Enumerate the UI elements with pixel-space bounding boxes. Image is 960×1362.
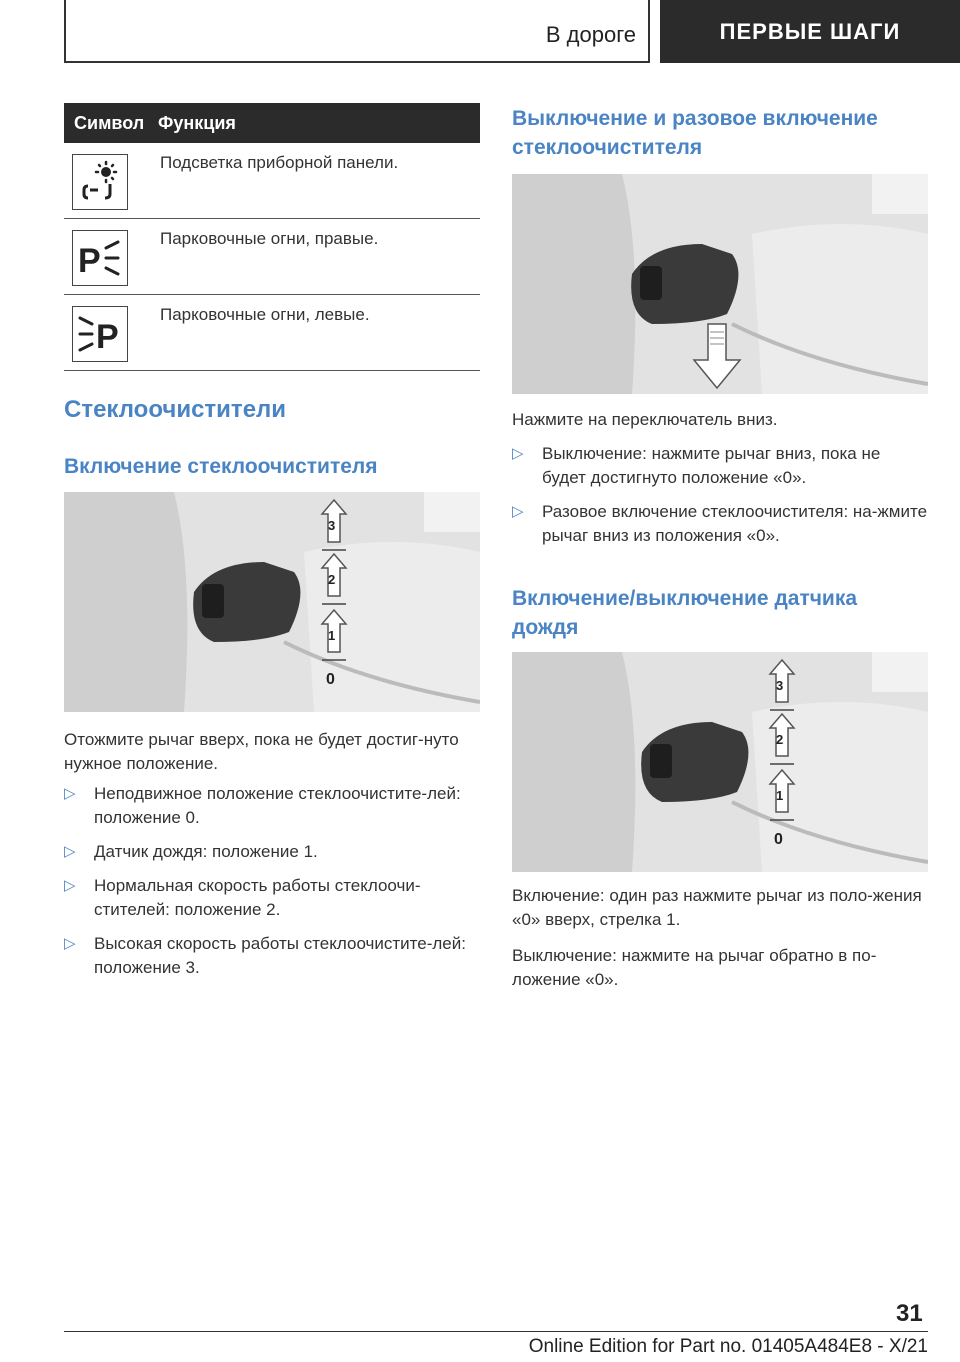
list-item xyxy=(64,932,480,980)
bullet-triangle-icon: ▷ xyxy=(64,935,76,952)
bullet-triangle-icon: ▷ xyxy=(64,843,76,860)
col-function: Функция xyxy=(158,112,236,133)
bullet-triangle-icon: ▷ xyxy=(64,877,76,894)
figure-label-0: 0 xyxy=(326,671,335,688)
bullet-triangle-icon: ▷ xyxy=(512,503,524,520)
header-section: В дороге xyxy=(545,22,636,47)
figure-label-1: 1 xyxy=(776,788,784,803)
col-symbol: Символ xyxy=(74,112,145,133)
rain-para-2: Выключение: нажмите на рычаг обратно в по-ложение «0». xyxy=(512,946,877,989)
subsection-title-rain: Включение/выключение датчика дождя xyxy=(512,587,858,639)
svg-text:P: P xyxy=(96,318,119,356)
rain-para-1: Включение: один раз нажмите рычаг из поло-жения «0» вверх, стрелка 1. xyxy=(512,886,922,929)
rain-sensor-figure xyxy=(512,652,928,872)
bullet-text: Разовое включение стеклоочистителя: на-жмите рычаг вниз из положения «0». xyxy=(542,502,928,545)
function-text: Парковочные огни, левые. xyxy=(160,305,370,324)
bullet-triangle-icon: ▷ xyxy=(512,445,524,462)
footer-divider xyxy=(64,1331,928,1332)
list-item xyxy=(512,442,928,490)
list-item xyxy=(64,840,480,864)
parking-lights-right-icon xyxy=(72,230,128,286)
svg-text:P: P xyxy=(78,242,101,280)
figure-label-2: 2 xyxy=(328,572,336,587)
parking-lights-left-icon xyxy=(72,306,128,362)
instrument-lighting-icon xyxy=(72,154,128,210)
symbol-table xyxy=(64,103,480,371)
wiper-lever-figure-up xyxy=(64,492,480,712)
bullet-text: Неподвижное положение стеклоочистите-лей: положение 0. xyxy=(94,784,461,827)
bullet-text: Выключение: нажмите рычаг вниз, пока не будет достигнуто положение «0». xyxy=(542,444,881,487)
bullet-text: Высокая скорость работы стеклоочистите-лей: положение 3. xyxy=(94,934,466,977)
figure-label-1: 1 xyxy=(328,628,336,643)
off-intro: Нажмите на переключатель вниз. xyxy=(512,410,778,429)
subsection-title-on: Включение стеклоочистителя xyxy=(64,455,378,478)
section-title: Стеклоочистители xyxy=(64,396,287,423)
table-row xyxy=(64,143,480,219)
figure-label-0: 0 xyxy=(774,831,783,848)
footer-edition: Online Edition for Part no. 01405A484E8 - X/21 xyxy=(528,1336,928,1357)
table-row xyxy=(64,219,480,295)
header-chapter: ПЕРВЫЕ ШАГИ xyxy=(660,0,960,63)
function-text: Парковочные огни, правые. xyxy=(160,229,379,248)
figure-label-3: 3 xyxy=(328,518,336,533)
list-item xyxy=(64,782,480,830)
subsection-title-off: Выключение и разовое включение стеклоочистителя xyxy=(512,107,878,159)
wiper-lever-figure-down xyxy=(512,174,928,394)
function-text: Подсветка приборной панели. xyxy=(160,153,399,172)
on-intro: Отожмите рычаг вверх, пока не будет достиг-нуто нужное положение. xyxy=(64,730,459,773)
bullet-text: Датчик дождя: положение 1. xyxy=(94,842,318,861)
list-item xyxy=(64,874,480,922)
figure-label-2: 2 xyxy=(776,732,784,747)
table-row xyxy=(64,295,480,371)
list-item xyxy=(512,500,928,548)
bullet-text: Нормальная скорость работы стеклоочи-стителей: положение 2. xyxy=(94,876,421,919)
figure-label-3: 3 xyxy=(776,678,784,693)
page-number: 31 xyxy=(896,1300,923,1327)
bullet-triangle-icon: ▷ xyxy=(64,785,76,802)
table-header xyxy=(64,103,480,143)
